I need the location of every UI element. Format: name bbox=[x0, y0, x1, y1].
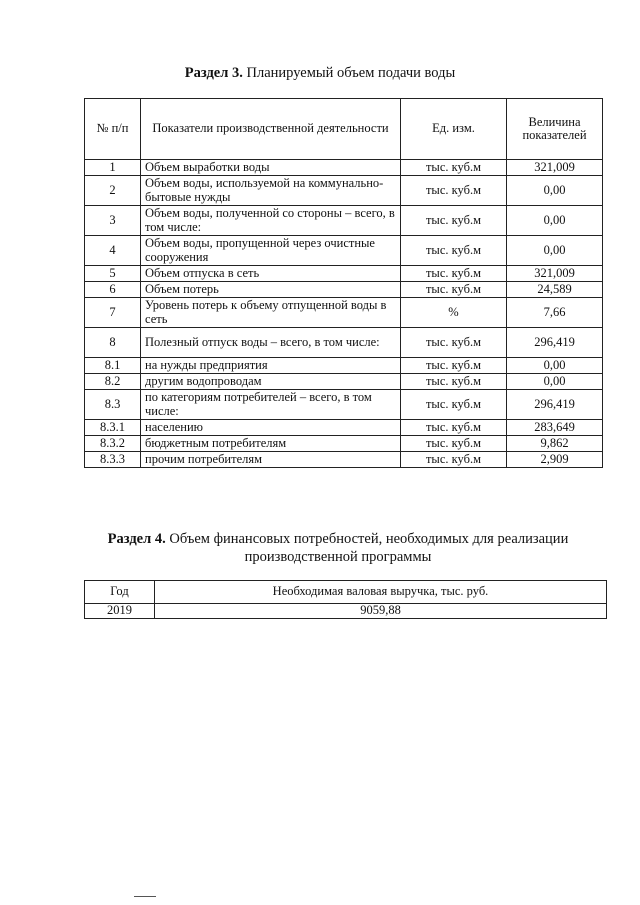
table-row bbox=[85, 266, 603, 282]
col-header-value: Величина показателей bbox=[507, 99, 603, 160]
table-row bbox=[85, 358, 603, 374]
row-number: 8.1 bbox=[85, 358, 141, 374]
row-indicator: населению bbox=[141, 420, 401, 436]
table-row bbox=[85, 160, 603, 176]
table-row bbox=[85, 298, 603, 328]
table-header-row bbox=[85, 581, 607, 604]
page-footer-mark bbox=[134, 896, 156, 897]
row-number: 6 bbox=[85, 282, 141, 298]
table-header-row bbox=[85, 99, 603, 160]
row-number: 8.2 bbox=[85, 374, 141, 390]
row-unit: тыс. куб.м bbox=[401, 282, 507, 298]
table-row bbox=[85, 436, 603, 452]
section4-title: Объем финансовых потребностей, необходимых для реализации производственной программы bbox=[169, 531, 569, 565]
row-unit: тыс. куб.м bbox=[401, 374, 507, 390]
row-number: 8.3 bbox=[85, 390, 141, 420]
financial-needs-table bbox=[84, 580, 607, 619]
row-unit: тыс. куб.м bbox=[401, 390, 507, 420]
table-row bbox=[85, 452, 603, 468]
row-indicator: Объем воды, пропущенной через очистные сооружения bbox=[141, 236, 401, 266]
row-number: 5 bbox=[85, 266, 141, 282]
row-unit: % bbox=[401, 298, 507, 328]
col-header-unit: Ед. изм. bbox=[401, 99, 507, 160]
row-number: 8.3.3 bbox=[85, 452, 141, 468]
table-row bbox=[85, 176, 603, 206]
row-indicator: Объем воды, используемой на коммунально-бытовые нужды bbox=[141, 176, 401, 206]
row-number: 2 bbox=[85, 176, 141, 206]
section4-label: Раздел 4. bbox=[107, 531, 166, 547]
row-indicator: прочим потребителям bbox=[141, 452, 401, 468]
row-number: 8.3.1 bbox=[85, 420, 141, 436]
table-row bbox=[85, 206, 603, 236]
row-revenue: 9059,88 bbox=[155, 604, 607, 619]
row-unit: тыс. куб.м bbox=[401, 420, 507, 436]
row-number: 8.3.2 bbox=[85, 436, 141, 452]
row-indicator: бюджетным потребителям bbox=[141, 436, 401, 452]
row-value: 24,589 bbox=[507, 282, 603, 298]
table-row bbox=[85, 374, 603, 390]
row-unit: тыс. куб.м bbox=[401, 452, 507, 468]
table-row bbox=[85, 420, 603, 436]
water-supply-table bbox=[84, 98, 603, 468]
row-value: 296,419 bbox=[507, 328, 603, 358]
row-value: 2,909 bbox=[507, 452, 603, 468]
table-row bbox=[85, 282, 603, 298]
water-supply-table-body bbox=[85, 160, 603, 468]
row-indicator: Объем отпуска в сеть bbox=[141, 266, 401, 282]
section3-label: Раздел 3. bbox=[184, 65, 243, 81]
row-unit: тыс. куб.м bbox=[401, 358, 507, 374]
row-indicator: по категориям потребителей – всего, в том числе: bbox=[141, 390, 401, 420]
row-value: 7,66 bbox=[507, 298, 603, 328]
row-unit: тыс. куб.м bbox=[401, 176, 507, 206]
row-value: 0,00 bbox=[507, 358, 603, 374]
row-unit: тыс. куб.м bbox=[401, 160, 507, 176]
col-header-indicator: Показатели производственной деятельности bbox=[141, 99, 401, 160]
section3-heading bbox=[0, 64, 640, 82]
row-unit: тыс. куб.м bbox=[401, 436, 507, 452]
row-number: 1 bbox=[85, 160, 141, 176]
col-header-revenue: Необходимая валовая выручка, тыс. руб. bbox=[155, 581, 607, 604]
table-row bbox=[85, 236, 603, 266]
section3-title: Планируемый объем подачи воды bbox=[246, 65, 456, 81]
row-number: 4 bbox=[85, 236, 141, 266]
row-value: 0,00 bbox=[507, 206, 603, 236]
row-value: 283,649 bbox=[507, 420, 603, 436]
row-indicator: Уровень потерь к объему отпущенной воды в сеть bbox=[141, 298, 401, 328]
table-row bbox=[85, 328, 603, 358]
row-value: 0,00 bbox=[507, 374, 603, 390]
row-value: 0,00 bbox=[507, 176, 603, 206]
row-value: 296,419 bbox=[507, 390, 603, 420]
row-unit: тыс. куб.м bbox=[401, 206, 507, 236]
col-header-year: Год bbox=[85, 581, 155, 604]
row-value: 9,862 bbox=[507, 436, 603, 452]
row-number: 7 bbox=[85, 298, 141, 328]
row-indicator: Объем выработки воды bbox=[141, 160, 401, 176]
row-indicator: другим водопроводам bbox=[141, 374, 401, 390]
row-number: 8 bbox=[85, 328, 141, 358]
row-number: 3 bbox=[85, 206, 141, 236]
row-indicator: Полезный отпуск воды – всего, в том числе: bbox=[141, 328, 401, 358]
row-value: 0,00 bbox=[507, 236, 603, 266]
row-year: 2019 bbox=[85, 604, 155, 619]
row-value: 321,009 bbox=[507, 266, 603, 282]
col-header-number: № п/п bbox=[85, 99, 141, 160]
row-indicator: на нужды предприятия bbox=[141, 358, 401, 374]
row-indicator: Объем потерь bbox=[141, 282, 401, 298]
row-indicator: Объем воды, полученной со стороны – всего, в том числе: bbox=[141, 206, 401, 236]
table-row bbox=[85, 604, 607, 619]
row-unit: тыс. куб.м bbox=[401, 266, 507, 282]
financial-needs-table-body bbox=[85, 604, 607, 619]
table-row bbox=[85, 390, 603, 420]
row-unit: тыс. куб.м bbox=[401, 328, 507, 358]
section4-heading bbox=[88, 530, 588, 566]
row-unit: тыс. куб.м bbox=[401, 236, 507, 266]
row-value: 321,009 bbox=[507, 160, 603, 176]
